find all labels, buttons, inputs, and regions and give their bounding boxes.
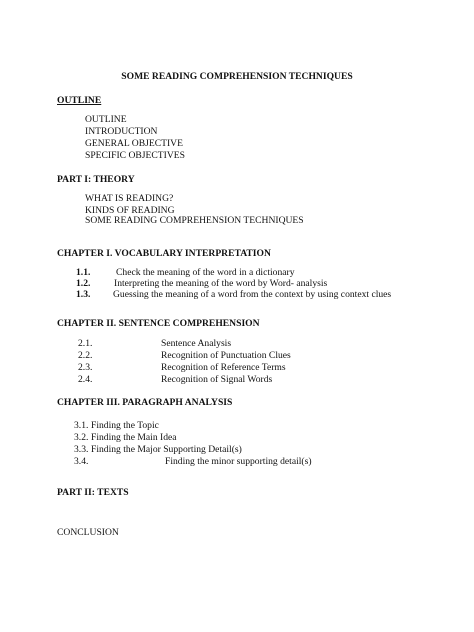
chapter1-item-text: Interpreting the meaning of the word by Word- analysis bbox=[114, 278, 328, 289]
chapter1-item-number: 1.2. bbox=[76, 278, 91, 289]
chapter2-item-number: 2.1. bbox=[78, 338, 93, 349]
chapter2-heading: CHAPTER II. SENTENCE COMPREHENSION bbox=[57, 318, 260, 329]
chapter2-item-number: 2.3. bbox=[78, 362, 93, 373]
chapter1-item-number: 1.3. bbox=[76, 289, 91, 300]
outline-item: OUTLINE bbox=[85, 114, 127, 125]
outline-item: INTRODUCTION bbox=[85, 126, 158, 137]
chapter3-item-text: Finding the Main Idea bbox=[91, 432, 177, 443]
chapter3-item-text: Finding the Major Supporting Detail(s) bbox=[91, 444, 242, 455]
part1-item: SOME READING COMPREHENSION TECHNIQUES bbox=[85, 215, 304, 226]
part2-heading: PART II: TEXTS bbox=[57, 487, 129, 498]
chapter2-item-number: 2.2. bbox=[78, 350, 93, 361]
part1-item: KINDS OF READING bbox=[85, 205, 175, 216]
chapter1-item-number: 1.1. bbox=[76, 267, 91, 278]
outline-item: SPECIFIC OBJECTIVES bbox=[85, 150, 185, 161]
chapter2-item-text: Recognition of Signal Words bbox=[161, 374, 273, 385]
chapter3-item-number: 3.4. bbox=[74, 456, 89, 467]
chapter3-item-number: 3.1. bbox=[74, 420, 89, 431]
outline-heading: OUTLINE bbox=[57, 95, 102, 106]
chapter1-heading: CHAPTER I. VOCABULARY INTERPRETATION bbox=[57, 248, 271, 259]
chapter3-item-text: Finding the Topic bbox=[91, 420, 159, 431]
conclusion-heading: CONCLUSION bbox=[57, 527, 119, 538]
chapter2-item-text: Sentence Analysis bbox=[161, 338, 232, 349]
chapter3-item-text: Finding the minor supporting detail(s) bbox=[165, 456, 312, 467]
chapter3-item-number: 3.3. bbox=[74, 444, 89, 455]
chapter2-item-text: Recognition of Punctuation Clues bbox=[161, 350, 291, 361]
chapter1-item-text: Guessing the meaning of a word from the context by using context clues bbox=[113, 289, 392, 300]
chapter2-item-number: 2.4. bbox=[78, 374, 93, 385]
outline-item: GENERAL OBJECTIVE bbox=[85, 138, 183, 149]
chapter1-item-text: Check the meaning of the word in a dictionary bbox=[116, 267, 295, 278]
part1-item: WHAT IS READING? bbox=[85, 193, 174, 204]
chapter2-item-text: Recognition of Reference Terms bbox=[161, 362, 286, 373]
chapter3-heading: CHAPTER III. PARAGRAPH ANALYSIS bbox=[57, 397, 233, 408]
document-title: SOME READING COMPREHENSION TECHNIQUES bbox=[121, 71, 353, 82]
part1-heading: PART I: THEORY bbox=[57, 174, 135, 185]
chapter3-item-number: 3.2. bbox=[74, 432, 89, 443]
